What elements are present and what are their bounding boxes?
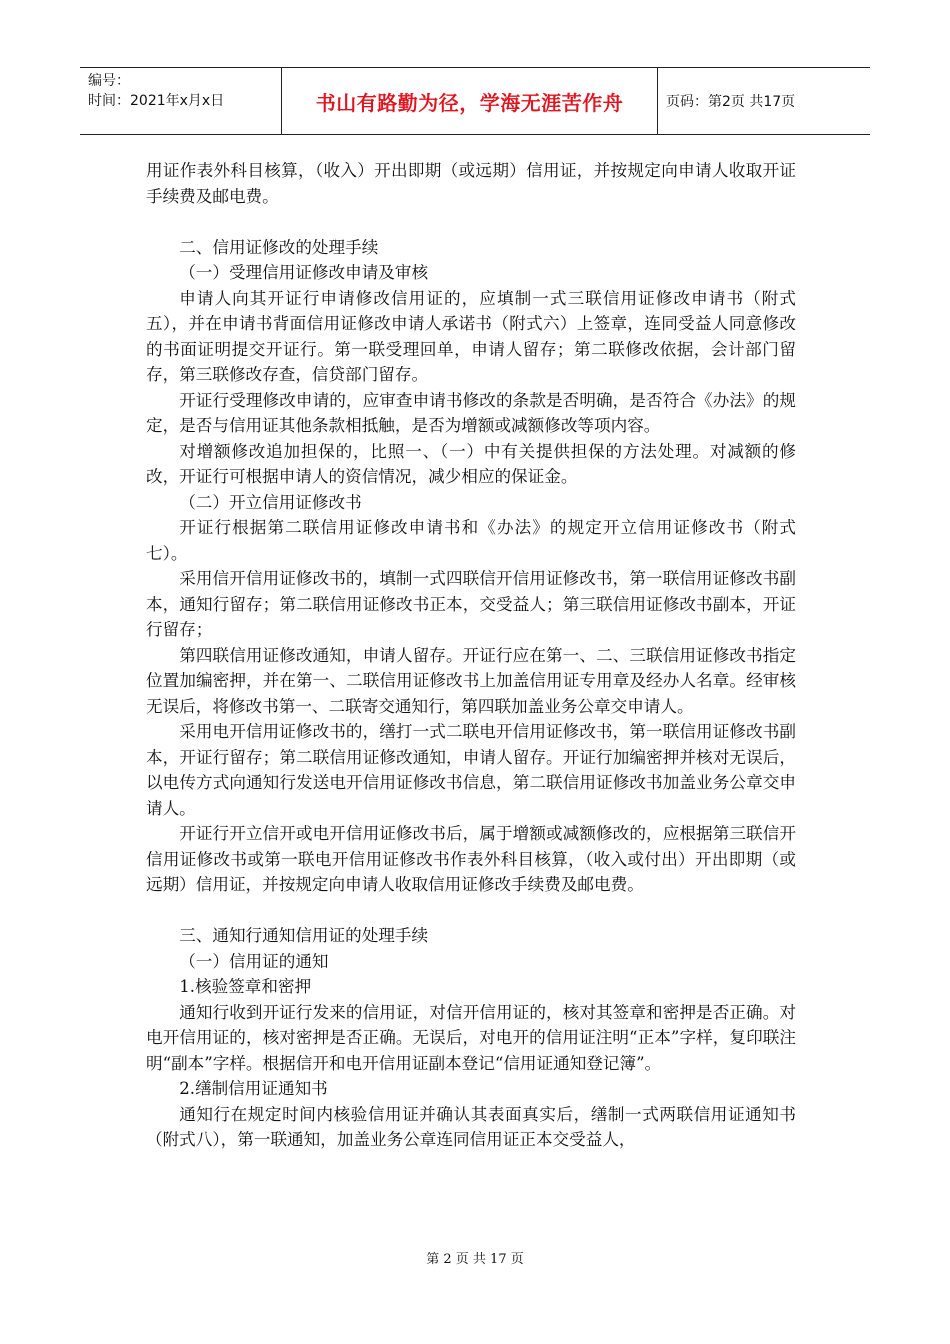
- paragraph: 开证行根据第二联信用证修改申请书和《办法》的规定开立信用证修改书（附式七）。: [146, 518, 796, 563]
- paragraph: 用证作表外科目核算，（收入）开出即期（或远期）信用证，并按规定向申请人收取开证手续费及邮电费。: [146, 161, 796, 206]
- paragraph: 第四联信用证修改通知，申请人留存。开证行应在第一、二、三联信用证修改书指定位置加编密押，并在第一、二联信用证修改书上加盖信用证专用章及经办人名章。经审核无误后，将修改书第一、二联寄交通知行，第四联加盖业务公章交申请人。: [146, 645, 796, 716]
- time-label: 时间：2021年x月x日: [88, 93, 225, 109]
- page-footer: 第 2 页 共 17 页: [426, 1252, 524, 1267]
- document-body: [146, 158, 796, 1153]
- section-heading: 三、通知行通知信用证的处理手续: [179, 926, 429, 945]
- subsection-heading: （一）受理信用证修改申请及审核: [179, 263, 429, 282]
- item-heading: 1.核验签章和密押: [179, 977, 312, 996]
- paragraph-spacer: [146, 898, 796, 924]
- code-label: 编号：: [88, 73, 130, 89]
- paragraph: 采用电开信用证修改书的，缮打一式二联电开信用证修改书，第一联信用证修改书副本，开证行留存；第二联信用证修改通知，申请人留存。开证行加编密押并核对无误后，以电传方式向通知行发送电开信用证修改书信息，第二联信用证修改书加盖业务公章交申请人。: [146, 722, 796, 818]
- item-heading: 2.缮制信用证通知书: [179, 1079, 328, 1098]
- paragraph: 对增额修改追加担保的，比照一、（一）中有关提供担保的方法处理。对减额的修改，开证行可根据申请人的资信情况，减少相应的保证金。: [146, 441, 796, 486]
- header-motto-cell: [282, 68, 658, 134]
- page-header: [80, 67, 870, 135]
- subsection-heading: （二）开立信用证修改书: [179, 492, 362, 512]
- paragraph: 开证行开立信开或电开信用证修改书后，属于增额或减额修改的，应根据第三联信开信用证修改书或第一联电开信用证修改书作表外科目核算，（收入或付出）开出即期（或远期）信用证，并按规定向申请人收取信用证修改手续费及邮电费。: [146, 824, 796, 894]
- paragraph: 采用信开信用证修改书的，填制一式四联信开信用证修改书，第一联信用证修改书副本，通知行留存；第二联信用证修改书正本，交受益人；第三联信用证修改书副本，开证行留存；: [146, 569, 796, 639]
- paragraph: 通知行收到开证行发来的信用证，对信开信用证的，核对其签章和密押是否正确。对电开信用证的，核对密押是否正确。无误后，对电开的信用证注明“正本”字样，复印联注明“副本”字样。根据信开和电开信用证副本登记“信用证通知登记簿”。: [146, 1002, 796, 1073]
- paragraph: 申请人向其开证行申请修改信用证的，应填制一式三联信用证修改申请书（附式五），并在申请书背面信用证修改申请人承诺书（附式六）上签章，连同受益人同意修改的书面证明提交开证行。第一联受理回单，申请人留存；第二联修改依据，会计部门留存，第三联修改存查，信贷部门留存。: [146, 288, 796, 384]
- header-motto: 书山有路勤为径，学海无涯苦作舟: [315, 90, 624, 115]
- header-page-info: 页码：第2页 共17页: [666, 94, 796, 110]
- paragraph-spacer: [146, 209, 796, 235]
- section-heading: 二、信用证修改的处理手续: [179, 237, 379, 257]
- paragraph: 通知行在规定时间内核验信用证并确认其表面真实后，缮制一式两联信用证通知书（附式八），第一联通知，加盖业务公章连同信用证正本交受益人，: [146, 1104, 796, 1149]
- header-meta: [80, 68, 282, 134]
- paragraph: 开证行受理修改申请的，应审查申请书修改的条款是否明确，是否符合《办法》的规定，是否与信用证其他条款相抵触，是否为增额或减额修改等项内容。: [146, 390, 796, 435]
- subsection-heading: （一）信用证的通知: [179, 951, 329, 971]
